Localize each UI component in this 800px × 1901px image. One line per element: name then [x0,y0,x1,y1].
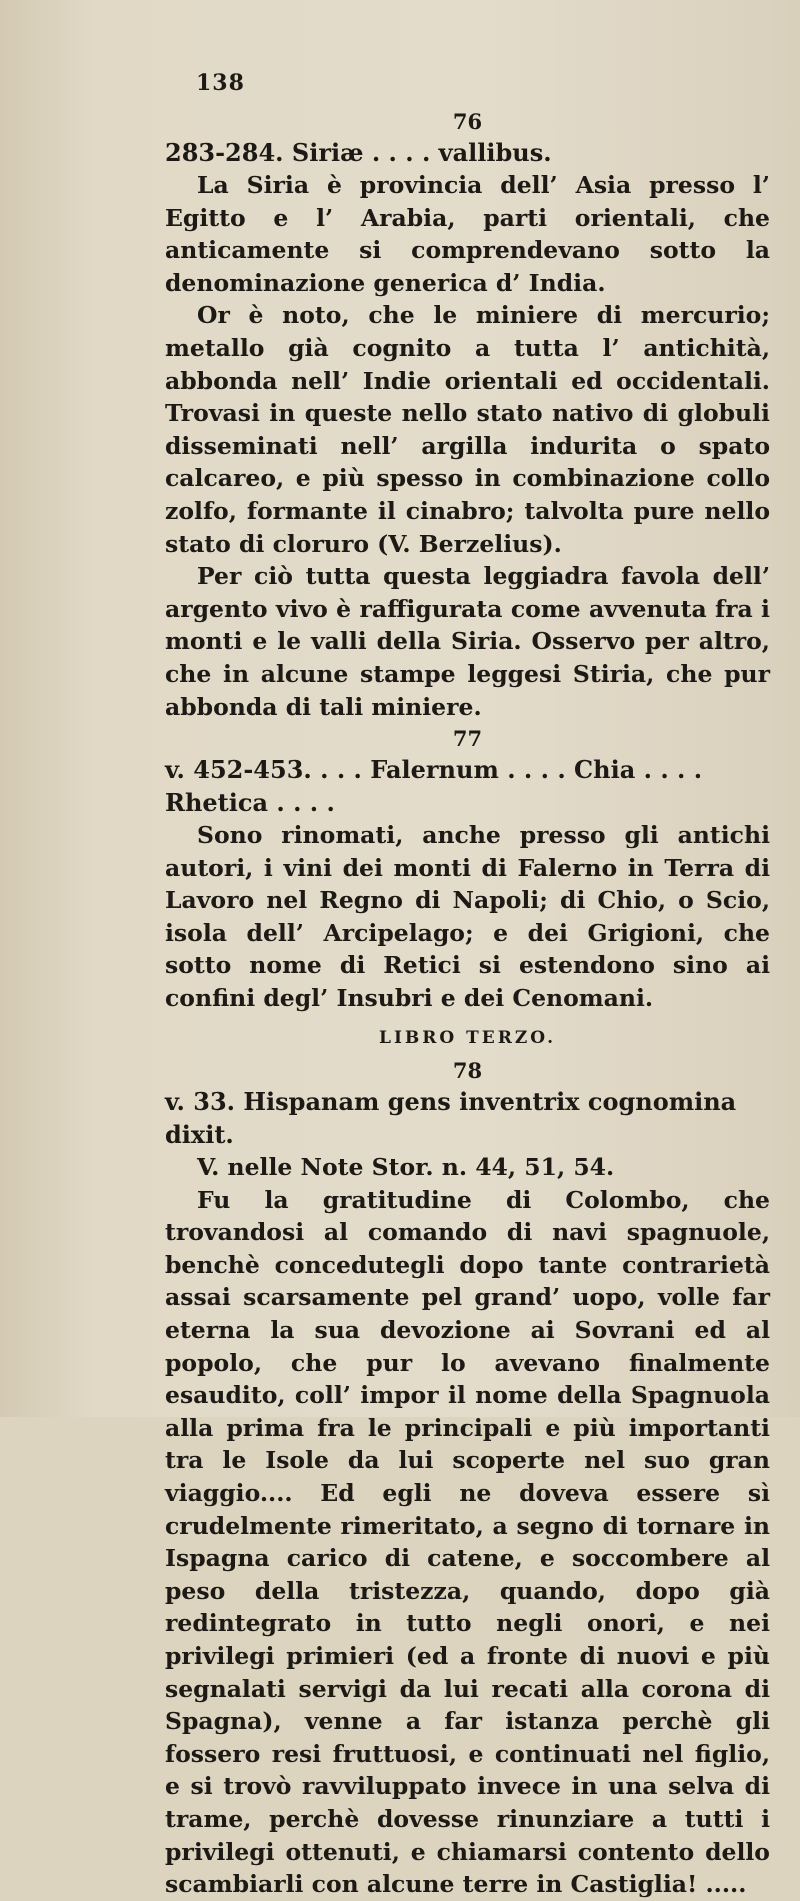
paragraph: La Siria è provincia dell’ Asia presso l’ Egitto e l’ Arabia, parti orientali, che anticamente si comprendevano sotto la denominazione generica d’ India. [165,171,770,297]
verse-reference: 283-284. Siriæ . . . . vallibus. [165,138,552,167]
book-heading: LIBRO TERZO. [378,1027,556,1048]
note-number: 76 [452,109,483,134]
paragraph: Per ciò tutta questa leggiadra favola dell’ argento vivo è raffigurata come avvenuta fra i monti e le valli della Siria. Osservo per altro, che in alcune stampe leggesi Stiria, che pur abbonda di tali miniere. [165,562,770,721]
page-content [165,108,770,1901]
note-77 [165,725,770,1015]
page-number: 138 [196,70,245,96]
verse-reference: v. 452-453. . . . Falernum . . . . Chia . . . . Rhetica . . . . [165,755,703,818]
note-number: 78 [452,1057,483,1083]
cross-reference: V. nelle Note Stor. n. 44, 51, 54. [197,1152,615,1181]
paragraph: Or è noto, che le miniere di mercurio; metallo già cognito a tutta l’ antichità, abbonda nell’ Indie orientali ed occidentali. Trovasi in queste nello stato nativo di globuli disseminati nell’ argilla indurita o spato calcareo, e più spesso in combinazione collo zolfo, formante il cinabro; talvolta pure nello stato di cloruro (V. Berzelius). [165,301,770,558]
note-76 [165,108,770,723]
note-number: 77 [452,726,483,752]
verse-reference: v. 33. Hispanam gens inventrix cognomina dixit. [165,1086,737,1149]
paragraph: Sono rinomati, anche presso gli antichi autori, i vini dei monti di Falerno in Terra di Lavoro nel Regno di Napoli; di Chio, o Scio, isola dell’ Arcipelago; e dei Grigioni, che sotto nome di Retici si estendono sino ai confini degl’ Insubri e dei Cenomani. [165,821,770,1013]
note-78 [165,1057,770,1901]
paragraph: Fu la gratitudine di Colombo, che trovandosi al comando di navi spagnuole, benchè concedutegli dopo tante contrarietà assai scarsamente pel grand’ uopo, volle far eterna la sua devozione ai Sovrani ed al popolo, che pur lo avevano finalmente esaudito, coll’ impor il nome della Spagnuola alla prima fra le principali e più importanti tra le Isole da lui scoperte nel suo gran viaggio.... Ed egli ne doveva essere sì crudelmente rimeritato, a segno di tornare in Ispagna carico di catene, e soccombere al peso della tristezza, quando, dopo già redintegrato in tutto negli onori, e nei privilegi primieri (ed a fronte di nuovi e più segnalati servigi da lui recati alla corona di Spagna), venne a far istanza perchè gli fossero resi fruttuosi, e continuati nel figlio, e si trovò ravviluppato invece in una selva di trame, perchè dovesse rinunziare a tutti i privilegi ottenuti, e chiamarsi contento dello scambiarli con alcune terre in Castiglia! ..... [165,1185,770,1899]
